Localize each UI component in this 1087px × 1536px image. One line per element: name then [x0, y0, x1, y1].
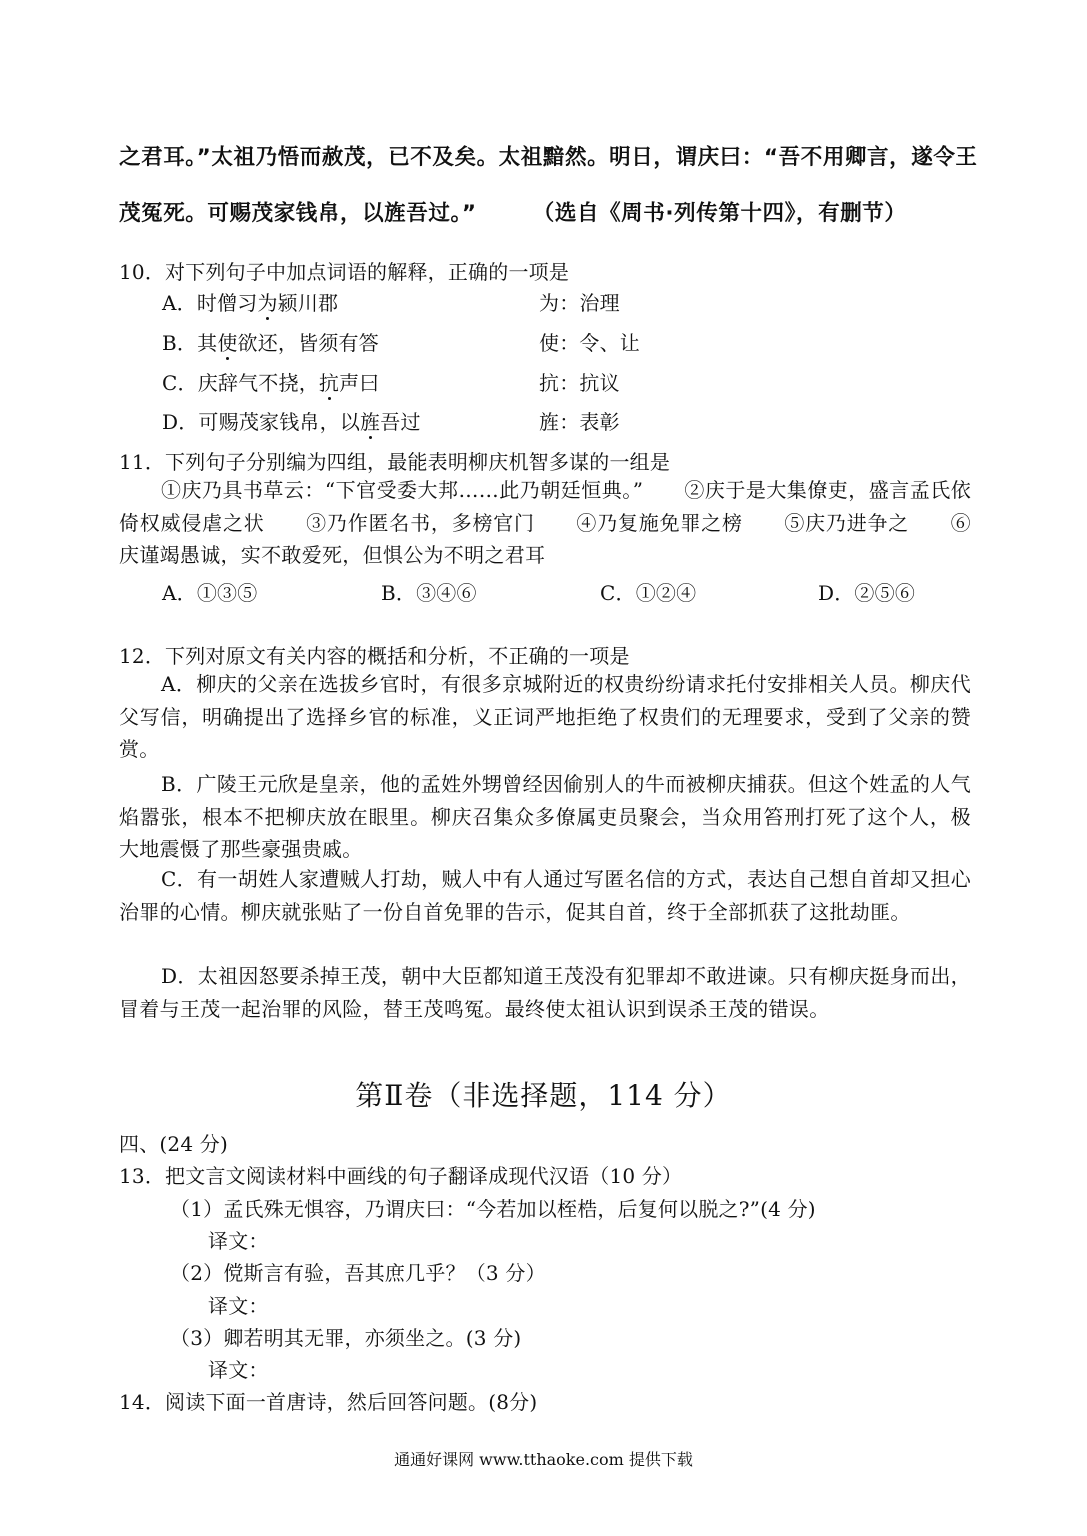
q10-option-c-gloss: 抗：抗议	[539, 371, 620, 395]
q13-item-2: （2）傥斯言有验，吾其庶几乎？（3 分）	[170, 1261, 546, 1285]
q10-d-dotted-word: 旌	[360, 410, 381, 434]
q13-item-1-translation-label: 译文：	[208, 1229, 269, 1253]
q14-stem: 14．阅读下面一首唐诗，然后回答问题。(8分)	[119, 1390, 538, 1414]
q10-c-post: 声曰	[339, 371, 380, 395]
q11-stem: 11．下列句子分别编为四组，最能表明柳庆机智多谋的一组是	[119, 450, 671, 474]
q10-a-pre: A．时僧习	[162, 291, 258, 315]
section-4-heading: 四、(24 分)	[119, 1132, 229, 1156]
q12-option-d: D．太祖因怒要杀掉王茂，朝中大臣都知道王茂没有犯罪却不敢进谏。只有柳庆挺身而出，冒着与王茂一起治罪的风险，替王茂鸣冤。最终使太祖认识到误杀王茂的错误。	[119, 964, 971, 1021]
q10-option-b-gloss: 使：令、让	[539, 331, 640, 355]
q11-option-b: B．③④⑥	[381, 581, 477, 605]
q12-stem: 12．下列对原文有关内容的概括和分析，不正确的一项是	[119, 644, 630, 668]
q11-body: ①庆乃具书草云：“下官受委大邦……此乃朝廷恒典。” ②庆于是大集僚吏，盛言孟氏依倚权威侵虐之状 ③乃作匿名书，多榜官门 ④乃复施免罪之榜 ⑤庆乃进争之 ⑥庆谨竭愚诚，实不敢爱死，但惧公为不明之君耳	[119, 478, 971, 567]
q10-a-post: 颍川郡	[277, 291, 339, 315]
q10-b-post: 欲还，皆须有答	[237, 331, 379, 355]
q10-option-c	[162, 367, 380, 396]
q10-option-b	[162, 327, 379, 356]
q13-item-2-translation-label: 译文：	[208, 1294, 269, 1318]
q10-d-pre: D．可赐茂家钱帛，以	[162, 410, 361, 434]
q12-option-c: C．有一胡姓人家遭贼人打劫，贼人中有人通过写匿名信的方式，表达自己想自首却又担心治罪的心情。柳庆就张贴了一份自首免罪的告示，促其自首，终于全部抓获了这批劫匪。	[119, 867, 971, 924]
passage-source: （选自《周书·列传第十四》，有删节）	[532, 201, 907, 226]
q10-b-dotted-word: 使	[217, 331, 238, 355]
q11-option-c: C．①②④	[600, 581, 697, 605]
q10-b-pre: B．其	[162, 331, 218, 355]
q10-option-a-gloss: 为：治理	[539, 291, 620, 315]
q10-a-dotted-word: 为	[257, 291, 278, 315]
q10-d-post: 吾过	[380, 410, 421, 434]
passage-line-1: 之君耳。”太祖乃悟而赦茂，已不及矣。太祖黯然。明日，谓庆曰：“吾不用卿言，遂令王	[119, 145, 978, 170]
q13-item-3: （3）卿若明其无罪，亦须坐之。(3 分)	[170, 1326, 522, 1350]
q13-item-3-translation-label: 译文：	[208, 1358, 269, 1382]
q12-option-b: B．广陵王元欣是皇亲，他的孟姓外甥曾经因偷别人的牛而被柳庆捕获。但这个姓孟的人气焰嚣张，根本不把柳庆放在眼里。柳庆召集众多僚属吏员聚会，当众用笞刑打死了这个人，极大地震慑了那些豪强贵戚。	[119, 772, 971, 861]
q10-option-a	[162, 287, 338, 316]
q10-stem: 10．对下列句子中加点词语的解释，正确的一项是	[119, 260, 570, 284]
q10-c-dotted-word: 抗	[318, 371, 340, 395]
q11-option-d: D．②⑤⑥	[818, 581, 916, 605]
passage-line-2	[119, 196, 971, 227]
passage-line-2-text: 茂冤死。可赐茂家钱帛，以旌吾过。”	[119, 201, 477, 226]
q12-option-a: A．柳庆的父亲在选拔乡官时，有很多京城附近的权贵纷纷请求托付安排相关人员。柳庆代父写信，明确提出了选择乡官的标准，义正词严地拒绝了权贵们的无理要求，受到了父亲的赞赏。	[119, 672, 971, 761]
q13-item-1: （1）孟氏殊无惧容，乃谓庆曰：“今若加以桎梏，后复何以脱之?”(4 分)	[170, 1197, 816, 1221]
q11-option-a: A．①③⑤	[162, 581, 258, 605]
q10-option-d	[162, 406, 421, 435]
page-footer: 通通好课网 www.tthaoke.com 提供下载	[394, 1450, 693, 1469]
part-2-title: 第Ⅱ卷（非选择题，114 分）	[355, 1079, 732, 1112]
q13-stem: 13．把文言文阅读材料中画线的句子翻译成现代汉语（10 分）	[119, 1164, 683, 1188]
q10-option-d-gloss: 旌：表彰	[539, 410, 620, 434]
q10-c-pre: C．庆辞气不挠，	[162, 371, 319, 395]
